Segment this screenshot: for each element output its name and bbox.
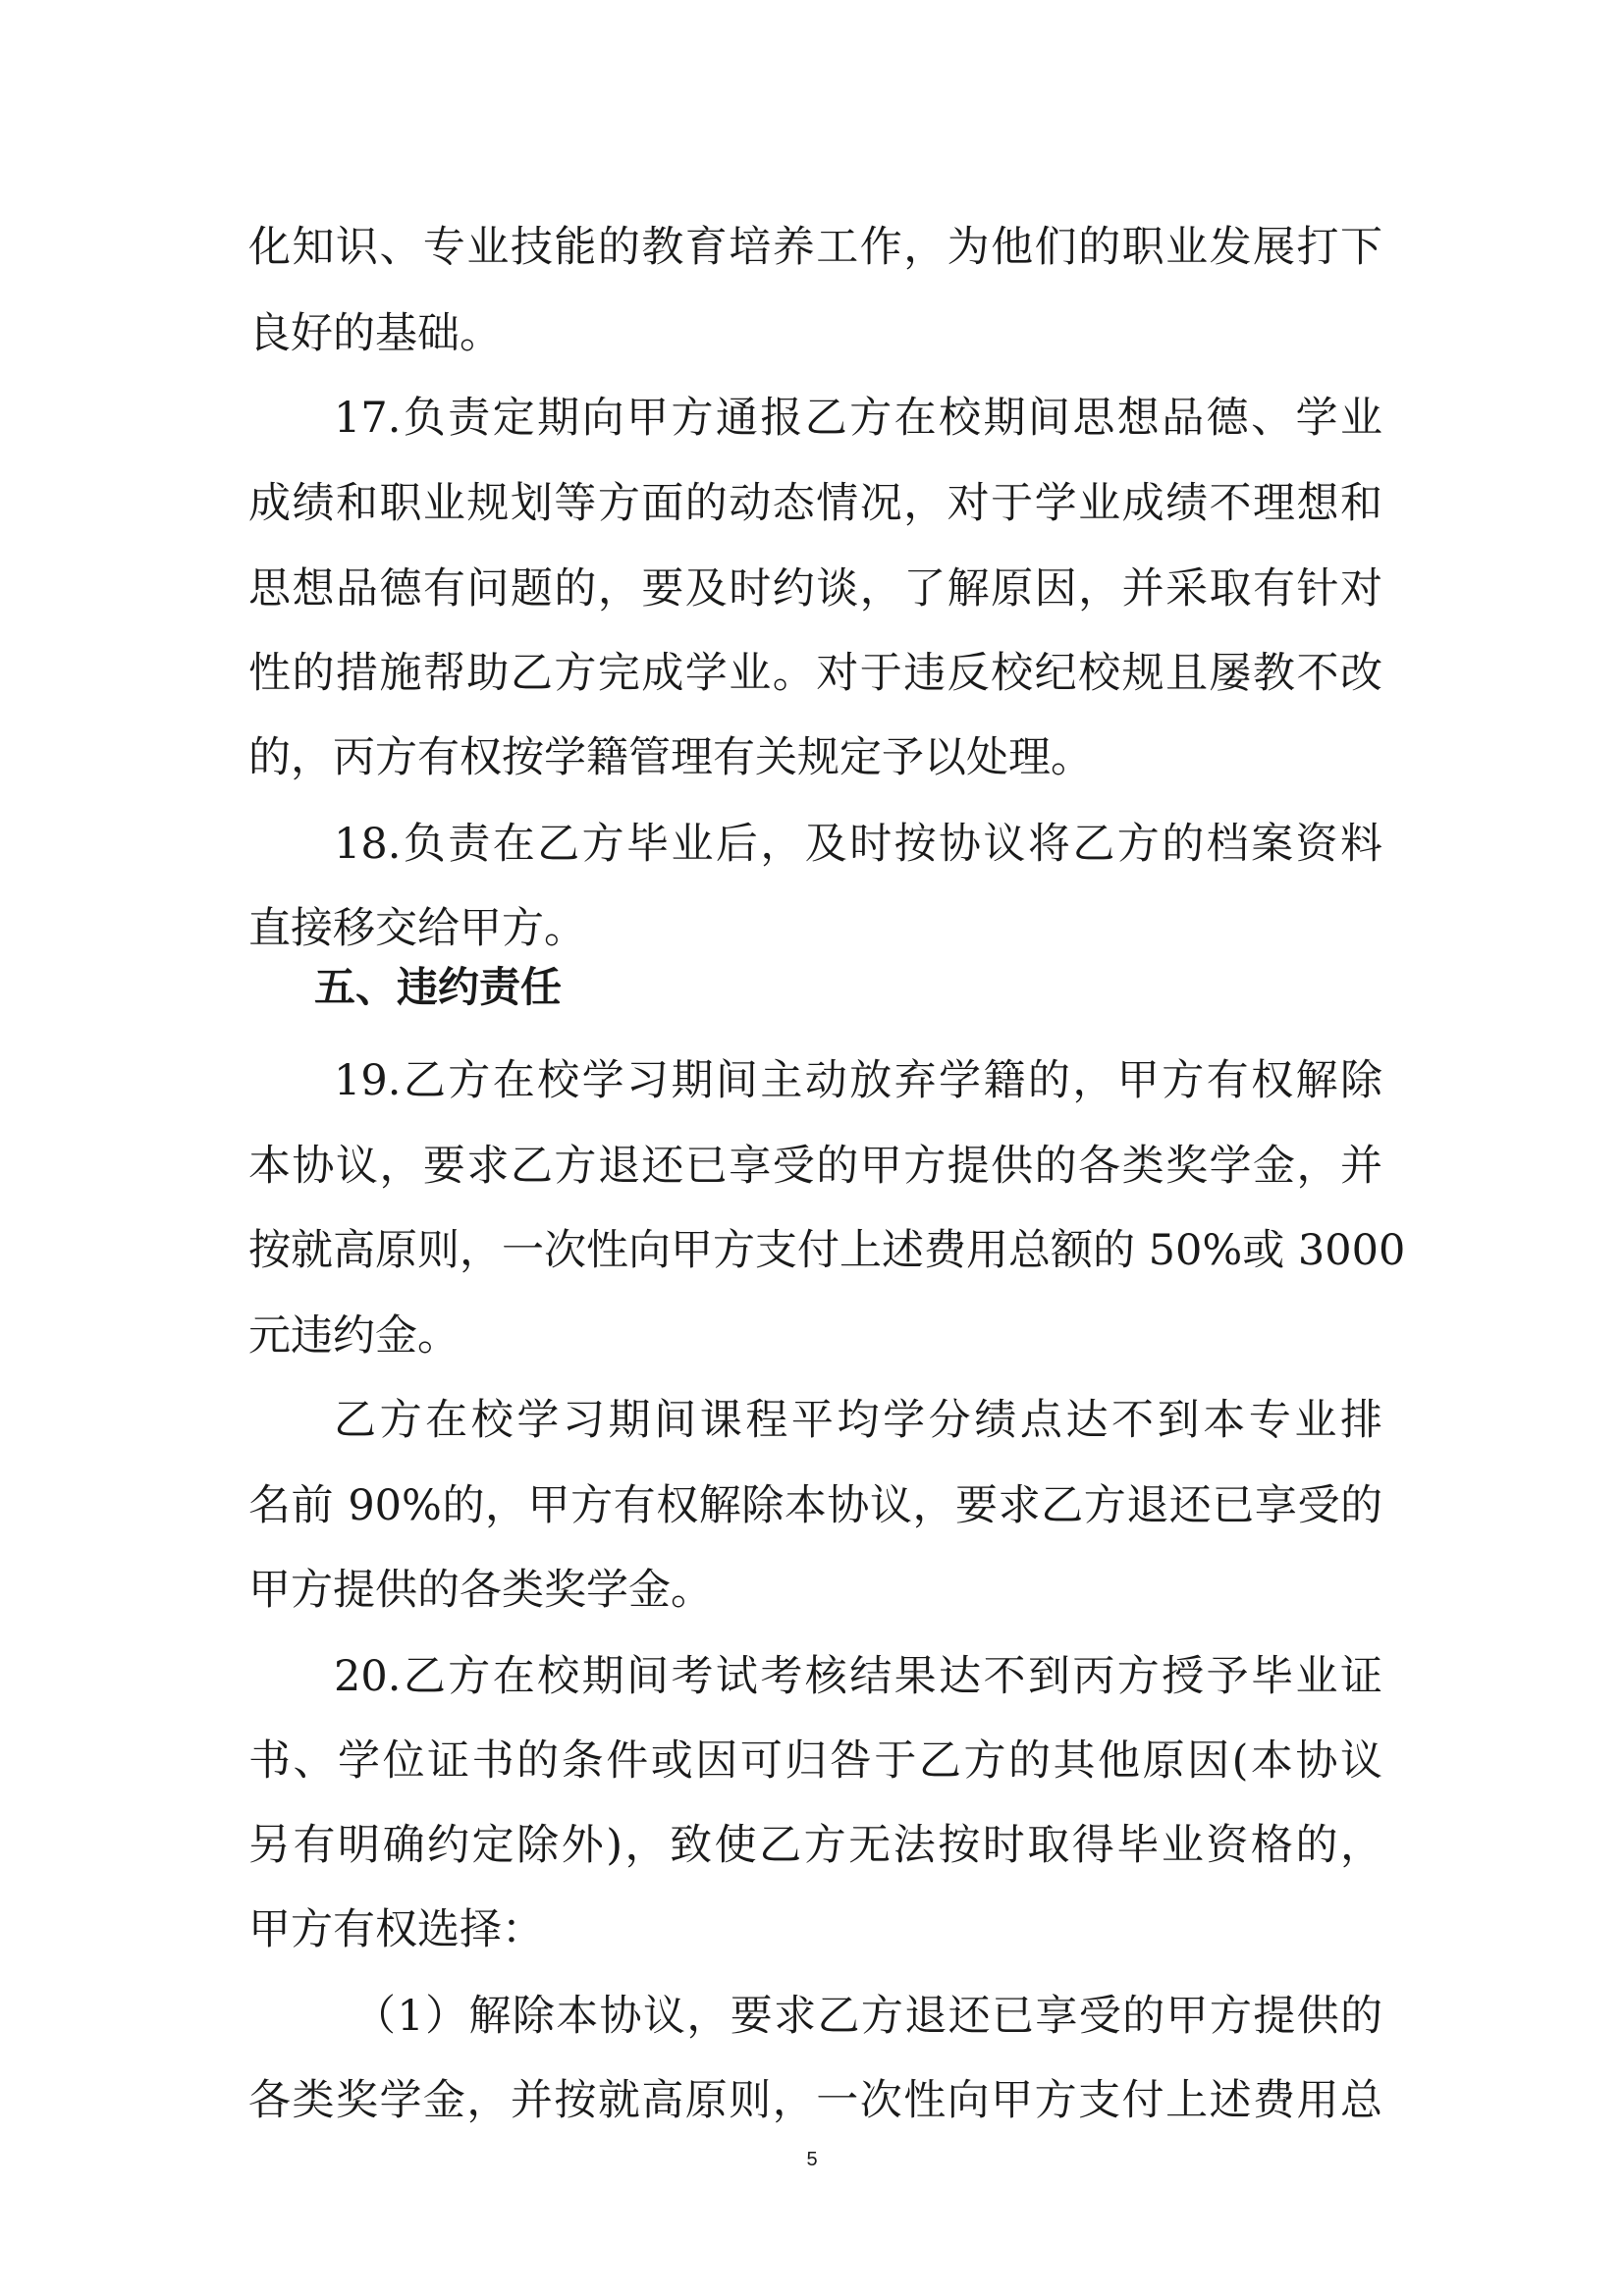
text-line: 思想品德有问题的，要及时约谈，了解原因，并采取有针对	[248, 564, 1382, 614]
paragraph-19-start: 19.乙方在校学习期间主动放弃学籍的，甲方有权解除	[334, 1056, 1382, 1105]
text-line: 成绩和职业规划等方面的动态情况，对于学业成绩不理想和	[248, 479, 1382, 528]
text-line: 性的措施帮助乙方完成学业。对于违反校纪校规且屡教不改	[248, 649, 1382, 698]
text-line: 各类奖学金，并按就高原则，一次性向甲方支付上述费用总	[248, 2076, 1382, 2125]
section-heading: 五、违约责任	[314, 963, 563, 1011]
text-line: 另有明确约定除外)，致使乙方无法按时取得毕业资格的，	[248, 1821, 1382, 1870]
list-item-1-start: （1）解除本协议，要求乙方退还已享受的甲方提供的	[353, 1992, 1382, 2041]
paragraph-18-start: 18.负责在乙方毕业后，及时按协议将乙方的档案资料	[334, 820, 1382, 869]
paragraph-17-start: 17.负责定期向甲方通报乙方在校期间思想品德、学业	[334, 394, 1382, 443]
text-line: 化知识、专业技能的教育培养工作，为他们的职业发展打下	[248, 223, 1382, 272]
text-line: 按就高原则，一次性向甲方支付上述费用总额的 50%或 3000	[248, 1226, 1406, 1275]
text-line: 本协议，要求乙方退还已享受的甲方提供的各类奖学金，并	[248, 1142, 1382, 1191]
text-line: 书、学位证书的条件或因可归咎于乙方的其他原因(本协议	[248, 1736, 1382, 1786]
page-number: 5	[806, 2149, 818, 2170]
text-line: 甲方提供的各类奖学金。	[248, 1566, 713, 1615]
text-line: 良好的基础。	[248, 309, 502, 358]
text-line: 名前 90%的，甲方有权解除本协议，要求乙方退还已享受的	[248, 1481, 1382, 1530]
paragraph-20-start: 20.乙方在校期间考试考核结果达不到丙方授予毕业证	[334, 1652, 1382, 1701]
text-line: 的，丙方有权按学籍管理有关规定予以处理。	[248, 733, 1093, 782]
text-line: 元违约金。	[248, 1311, 460, 1361]
text-line: 甲方有权选择：	[248, 1905, 544, 1954]
paragraph-gpa-start: 乙方在校学习期间课程平均学分绩点达不到本专业排	[334, 1396, 1382, 1445]
text-line: 直接移交给甲方。	[248, 904, 586, 953]
